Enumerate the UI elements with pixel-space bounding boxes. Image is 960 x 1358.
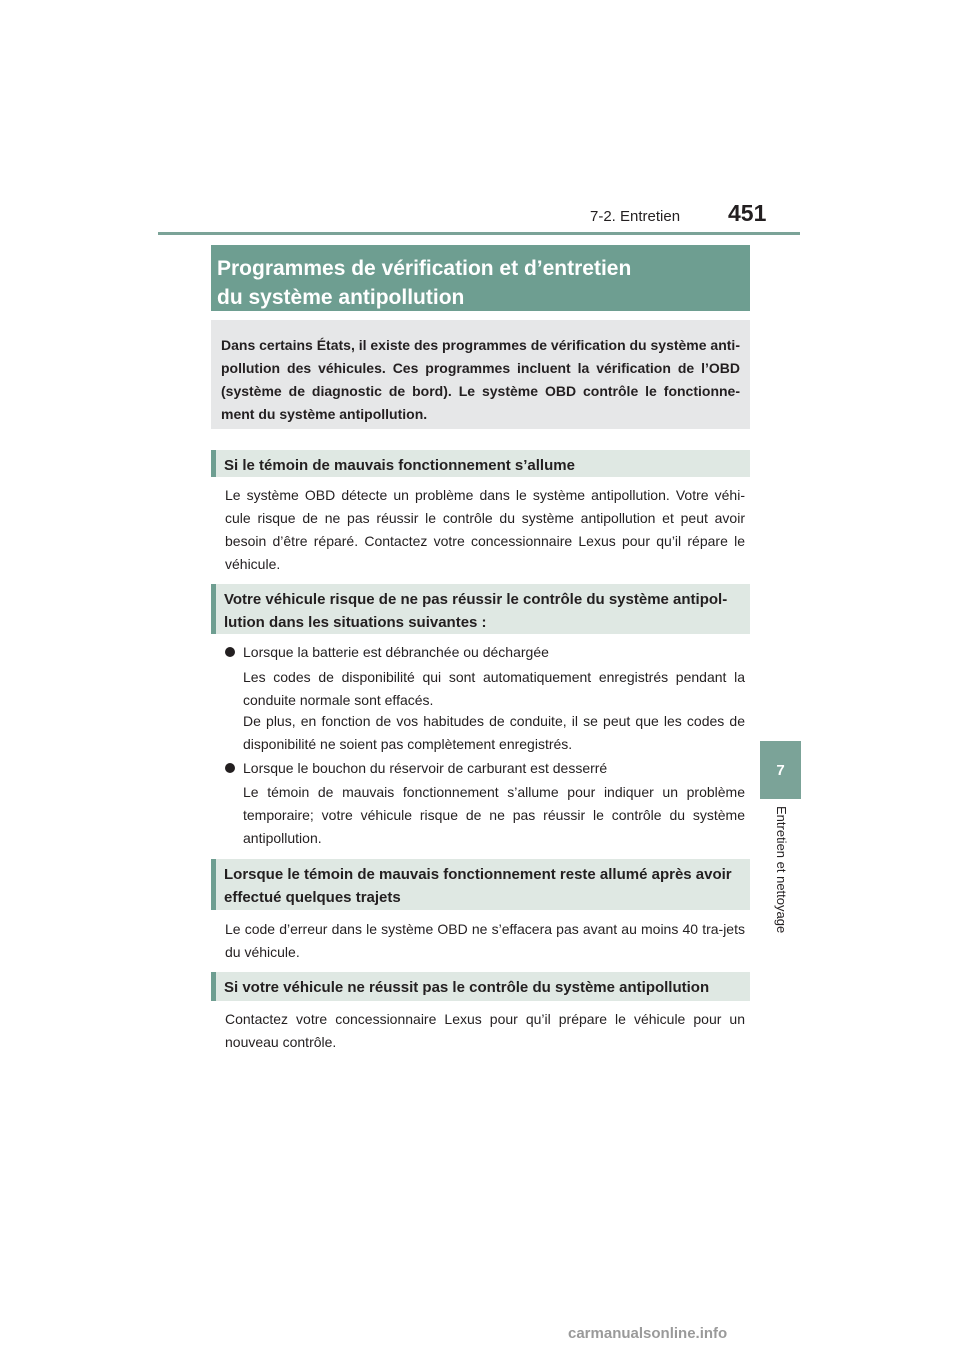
bullet-detail: Les codes de disponibilité qui sont automatiquement enregistrés pendant la conduite normale sont effacés. [243, 669, 745, 708]
bullet-item [225, 757, 745, 780]
bullet-icon [225, 763, 235, 773]
watermark-url[interactable]: carmanualsonline.info [568, 1325, 728, 1342]
section-header: 7-2. Entretien [590, 208, 681, 225]
section-heading-failure-situations [211, 584, 750, 634]
section-heading-light-stays-on [211, 859, 750, 910]
section-heading-line1: Votre véhicule risque de ne pas réussir le contrôle du système antipol- [224, 591, 728, 608]
page-title-line2: du système antipollution [217, 286, 465, 309]
bullet-icon [225, 647, 235, 657]
section-text-warning-light: Le système OBD détecte un problème dans le système antipollution. Votre véhi-cule risque de ne pas réussir le contrôle du système antipollution et peut avoir besoin d’être réparé. Contactez votre concessionnaire Lexus pour qu’il répare le véhicule. [225, 487, 745, 572]
chapter-label-text: Entretien et nettoyage [774, 806, 789, 934]
section-text-failed-inspection: Contactez votre concessionnaire Lexus pour qu’il prépare le véhicule pour un nouveau contrôle. [225, 1011, 745, 1050]
header-divider [158, 232, 800, 235]
bullet-item [225, 641, 745, 664]
section-heading-failed-inspection: Si votre véhicule ne réussit pas le contrôle du système antipollution [211, 972, 750, 1001]
page-number: 451 [728, 200, 767, 226]
page-title [211, 245, 750, 311]
page-title-line1: Programmes de vérification et d’entretien [217, 257, 632, 280]
bullet-detail: De plus, en fonction de vos habitudes de conduite, il se peut que les codes de disponibilité ne soient pas complètement enregistrés. [243, 713, 745, 752]
intro-box: Dans certains États, il existe des programmes de vérification du système anti-pollution des véhicules. Ces programmes incluent la vérification de l’OBD (système de diagnostic de bord). Le système OBD contrôle le fonctionne-ment du système antipollution. [211, 320, 750, 429]
bullet-label: Lorsque le bouchon du réservoir de carburant est desserré [243, 760, 608, 776]
section-heading-warning-light: Si le témoin de mauvais fonctionnement s’allume [211, 450, 750, 477]
chapter-tab[interactable]: 7 [760, 741, 801, 799]
section-heading-line1: Lorsque le témoin de mauvais fonctionnement reste allumé après avoir [224, 866, 732, 883]
bullet-label: Lorsque la batterie est débranchée ou déchargée [243, 644, 549, 660]
section-text-light-stays-on: Le code d’erreur dans le système OBD ne s’effacera pas avant au moins 40 tra-jets du véhicule. [225, 921, 745, 960]
section-heading-line2: lution dans les situations suivantes : [224, 614, 487, 631]
section-heading-line2: effectué quelques trajets [224, 889, 401, 906]
chapter-label [771, 806, 791, 946]
bullet-detail: Le témoin de mauvais fonctionnement s’allume pour indiquer un problème temporaire; votre véhicule risque de ne pas réussir le contrôle du système antipollution. [243, 784, 745, 846]
